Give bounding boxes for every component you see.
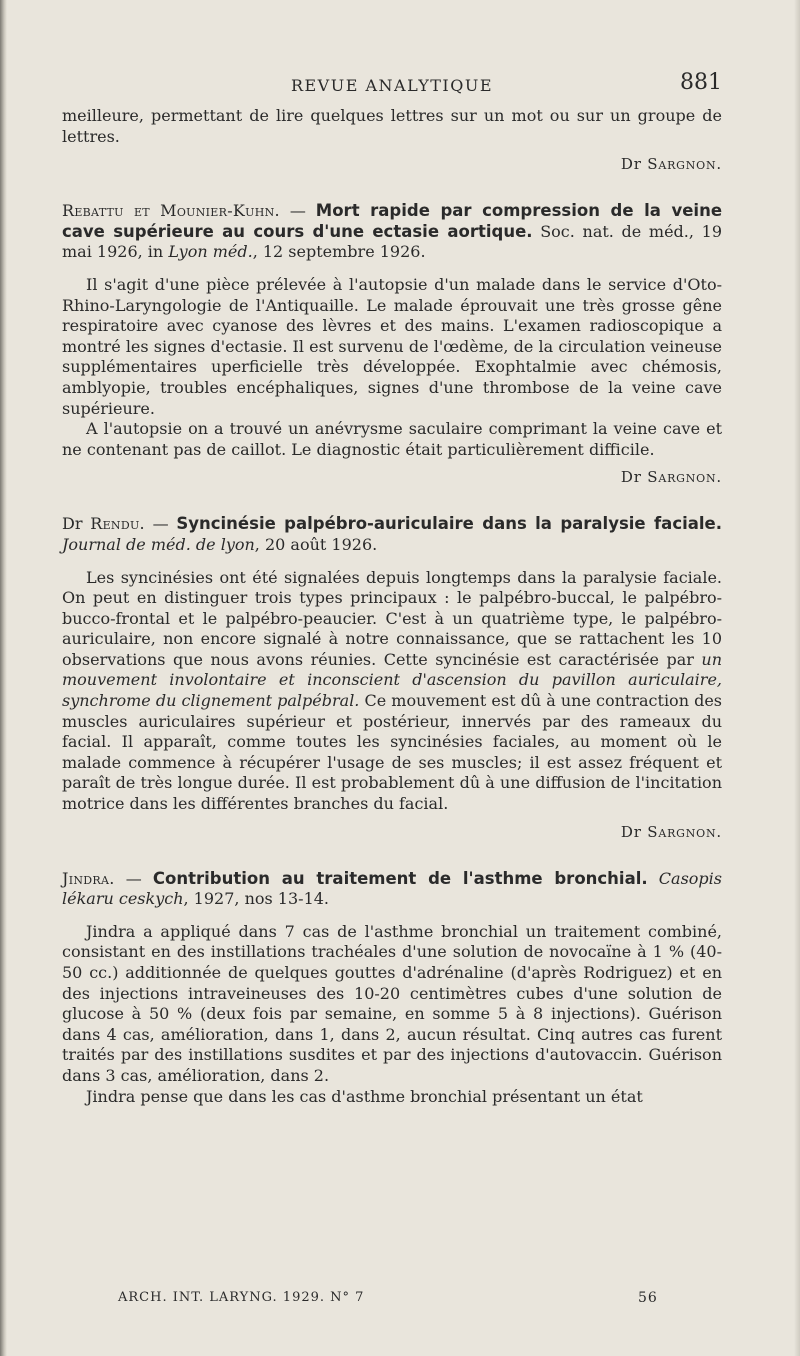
paragraph-emphasis: d'ascension du pavillon auriculaire, synchrome du clignement palpébral. [62, 670, 723, 711]
footer-journal-ref: ARCH. INT. LARYNG. 1929. N° 7 [118, 1290, 365, 1305]
entry-authors: Rendu. [90, 514, 145, 534]
paragraph-text: Les syncinésies ont été signalées depuis longtemps dans la paralysie faciale. On peut en distinguer trois types principaux : le palpébro-buccal, le palpébro-bucco-frontal et le palpébro-peaucier. C'est à un quatrième type, le palpébro-auriculaire, non encore signalé à notre connaissance, que se rattachent les 10 observations que nous avons réunies. Cette syncinésie est caractérisée par [62, 567, 722, 669]
signature-name: Sargnon. [647, 468, 722, 487]
entry-author-prefix: Dr [62, 514, 83, 534]
signature [62, 823, 722, 841]
entry-journal: Journal de méd. de lyon [62, 534, 255, 554]
entry-dash: — [144, 514, 177, 534]
signature-name: Sargnon. [647, 822, 722, 841]
continuation-paragraph: meilleure, permettant de lire quelques lettres sur un mot ou sur un groupe de lettres. [62, 106, 722, 146]
signature-prefix: Dr [620, 468, 642, 487]
review-entry-jindra [62, 869, 722, 1108]
entry-title: Contribution au traitement de l'asthme bronchial. [152, 868, 648, 888]
entry-paragraph [62, 568, 722, 815]
signature-prefix: Dr [620, 822, 642, 841]
signature [62, 155, 722, 173]
entry-dash: — [114, 868, 153, 888]
entry-journal: Casopis lékaru ceskych [62, 868, 722, 909]
entry-heading [62, 201, 722, 263]
entry-authors: Rebattu et Mounier-Kuhn. [62, 201, 280, 221]
paragraph-text [400, 670, 412, 689]
entry-source-date: , 12 septembre 1926. [252, 242, 426, 262]
entry-dash: — [279, 201, 316, 221]
entry-paragraph: Jindra a appliqué dans 7 cas de l'asthme bronchial un traitement combiné, consistant en des instillations trachéales d'une solution de novocaïne à 1 % (40-50 cc.) additionnée de quelques gouttes d'adrénaline (d'après Rodriguez) et en des injections intraveineuses des 10-20 centimètres cubes d'une solution de glucose à 50 % (deux fois par semaine, en somme 5 à 8 injections). Guérison dans 4 cas, amélioration, dans 1, dans 2, aucun résultat. Cinq autres cas furent traités par des instillations susdites et par des injections d'autovaccin. Guérison dans 3 cas, amélioration, dans 2. [62, 921, 722, 1085]
running-header [62, 68, 722, 106]
entry-title: Mort rapide par compression de la veine cave supérieure au cours d'une ectasie aortique. [62, 201, 723, 241]
entry-authors: Jindra. [62, 868, 115, 888]
paragraph-text: Ce mouvement est dû à une contraction des muscles auriculaires supérieur et postérieur, innervés par des rameaux du facial. Il apparaît, comme toutes les syncinésies faciales, au moment où le malade commence à récupérer l'usage de ses muscles; il est assez fréquent et paraît de très longue durée. Il est probablement dû à une diffusion de l'incitation motrice dans les différentes branches du facial. [62, 691, 723, 814]
paragraph-emphasis: un mouvement involontaire et inconscient [62, 649, 722, 690]
entry-body [62, 568, 722, 815]
page-edge-right [794, 0, 800, 1356]
signature-name: Sargnon. [647, 155, 722, 174]
entry-title: Syncinésie palpébro-auriculaire dans la paralysie faciale. [176, 514, 722, 534]
page-number: 881 [680, 70, 722, 95]
review-entry-rebattu [62, 201, 722, 486]
page-content [62, 68, 722, 1107]
entry-journal: Lyon méd. [168, 242, 253, 262]
entry-body [62, 275, 722, 460]
entry-paragraph: Jindra pense que dans les cas d'asthme bronchial présentant un état [86, 1086, 643, 1106]
signature-prefix: Dr [620, 155, 642, 174]
review-entry-rendu [62, 514, 722, 840]
signature [62, 468, 722, 486]
running-title: REVUE ANALYTIQUE [290, 76, 494, 95]
entry-heading [62, 869, 722, 910]
entry-source: Soc. nat. de méd., 19 mai 1926, in [62, 221, 722, 262]
entry-heading [62, 514, 722, 555]
footer-signature-mark: 56 [638, 1290, 658, 1306]
entry-source-date: , 20 août 1926. [254, 534, 378, 554]
entry-body [62, 922, 722, 1107]
entry-source-date: , 1927, nos 13-14. [183, 889, 330, 909]
entry-paragraph: Il s'agit d'une pièce prélevée à l'autopsie d'un malade dans le service d'Oto-Rhino-Laryngologie de l'Antiquaille. Le malade éprouvait une très grosse gêne respiratoire avec cyanose des lèvres et des mains. L'examen radioscopique a montré les signes d'ectasie. Il est survenu de l'œdème, de la circulation veineuse supplémentaires uperficielle très développée. Exophtalmie avec chémosis, amblyopie, troubles encéphaliques, signes d'une thrombose de la veine cave supérieure. [62, 274, 722, 418]
page-edge-shadow [0, 0, 7, 1356]
entry-paragraph: A l'autopsie on a trouvé un anévrysme saculaire comprimant la veine cave et ne contenant pas de caillot. Le diagnostic était particulièrement difficile. [62, 419, 722, 459]
